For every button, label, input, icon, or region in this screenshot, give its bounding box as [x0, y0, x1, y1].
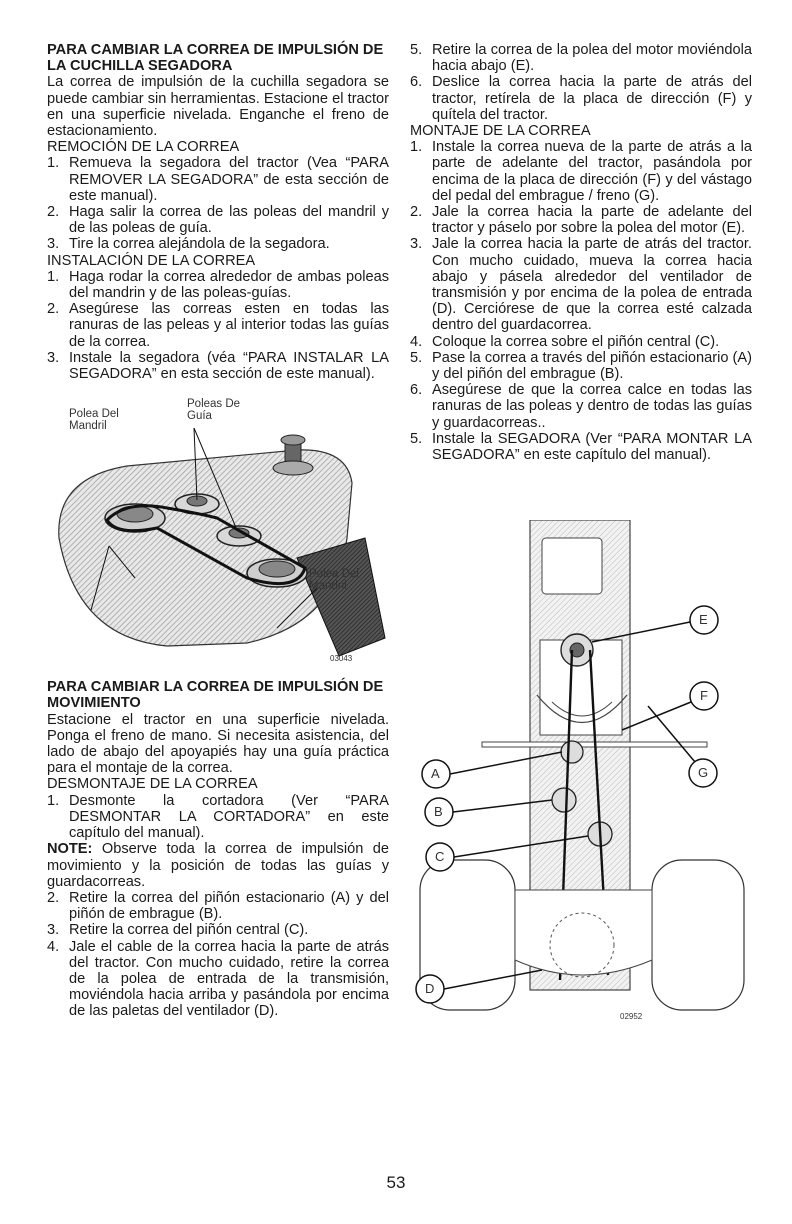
list-item: 1. Haga rodar la correa alrededor de ambas poleas del mandrin y de las poleas-guías. — [47, 268, 389, 302]
subheading-belt-mount: MONTAJE DE LA CORREA — [410, 123, 591, 140]
right-column — [410, 42, 752, 463]
callout-c: C — [435, 849, 445, 864]
list-item: 5. Retire la correa de la polea del motor moviéndola hacia abajo (E). — [410, 42, 752, 75]
section-intro-drive-belt: Estacione el tractor en una superficie nivelada. Ponga el freno de mano. Si necesita asistencia, del lado de abajo del apoyapiés hay una guía práctica para el montaje de la correa. — [47, 711, 389, 777]
section-title-blade-belt: PARA CAMBIAR LA CORREA DE IMPULSIÓN DE LA CUCHILLA SEGADORA — [47, 42, 384, 75]
mower-deck-figure — [47, 388, 389, 663]
callout-a: A — [431, 766, 440, 781]
page-number: 53 — [386, 1173, 406, 1192]
list-item: 6. Deslice la correa hacia la parte de atrás del tractor, retírela de la placa de dirección (F) y quítela del tractor. — [410, 74, 752, 123]
section-title-drive-belt: PARA CAMBIAR LA CORREA DE IMPULSIÓN DE MOVIMIENTO — [47, 679, 384, 712]
list-item: 5. Pase la correa a través del piñón estacionario (A) y del piñón del embrague (B). — [410, 349, 752, 383]
label-mandrel-pulley-right: Polea Del Mandril — [309, 568, 359, 593]
list-item: 3. Jale la correa hacia la parte de atrás del tractor. Con mucho cuidado, mueva la correa hacia abajo y pásela alrededor del ventilador de transmisión y por encima de la polea de entrada (D). Cerciórese de que la correa esté calzada dentro del guardacorrea. — [410, 236, 752, 334]
note-text: Observe toda la correa de impulsión de movimiento y la posición de todas las guías y guardacorreas. — [47, 841, 389, 890]
list-item: 4. Jale el cable de la correa hacia la parte de atrás del tractor. Con mucho cuidado, retire la correa de la polea de entrada de la transmisión, moviéndola hacia arriba y pasándola por encima de las paletas del ventilador (D). — [47, 938, 389, 1020]
list-item: 6. Asegúrese de que la correa calce en todas las ranuras de las poleas y dentro de todas las guías y guardacorreas.. — [410, 382, 752, 431]
callout-b: B — [434, 804, 443, 819]
list-item: 2. Retire la correa del piñón estacionario (A) y del piñón de embrague (B). — [47, 889, 389, 923]
subheading-belt-removal: REMOCIÓN DE LA CORREA — [47, 139, 240, 156]
list-item: 1. Instale la correa nueva de la parte de atrás a la parte de adelante del tractor, pasándola por encima de la placa de dirección (F) y del vástago del pedal del embrague / freno (G). — [410, 139, 752, 204]
list-item: 2. Haga salir la correa de las poleas del mandril y de las poleas de guía. — [47, 204, 389, 237]
subheading-belt-dismount: DESMONTAJE DE LA CORREA — [47, 776, 258, 793]
callout-e: E — [699, 612, 708, 627]
list-item: 2. Jale la correa hacia la parte de adelante del tractor y páselo por sobre la polea del motor (E). — [410, 204, 752, 237]
callout-g: G — [698, 765, 709, 780]
tractor-underside-illustration — [412, 520, 754, 1040]
list-item: 3. Instale la segadora (véa “PARA INSTALAR LA SEGADORA” en esta sección de este manual). — [47, 349, 389, 383]
note-paragraph — [47, 841, 389, 890]
list-item: 1. Remueva la segadora del tractor (Vea “PARA REMOVER LA SEGADORA” de esta sección de este manual). — [47, 155, 389, 204]
label-guide-pulleys: Poleas De Guía — [187, 398, 241, 423]
list-item: 1. Desmonte la cortadora (Ver “PARA DESMONTAR LA CORTADORA” en este capítulo del manual). — [47, 792, 389, 842]
figure-code: 03043 — [330, 654, 353, 664]
list-item: 3. Retire la correa del piñón central (C). — [47, 922, 309, 939]
drive-belt-figure — [412, 520, 754, 1040]
list-item: 4. Coloque la correa sobre el piñón central (C). — [410, 333, 720, 350]
section-intro-blade-belt: La correa de impulsión de la cuchilla segadora se puede cambiar sin herramientas. Estacione el tractor en una superficie nivelada. Enganche el freno de estacionamiento. — [47, 74, 389, 140]
callout-d: D — [425, 981, 435, 996]
note-label: NOTE: — [47, 841, 93, 858]
subheading-belt-install: INSTALACIÓN DE LA CORREA — [47, 252, 256, 269]
left-column — [47, 42, 389, 1020]
list-item: 5. Instale la SEGADORA (Ver “PARA MONTAR LA SEGADORA” en este capítulo del manual). — [410, 430, 752, 464]
label-mandrel-pulley-left: Polea Del Mandril — [69, 408, 119, 433]
install-steps-list — [47, 269, 389, 382]
list-item: 3. Tire la correa alejándola de la segadora. — [47, 236, 330, 253]
callout-f: F — [700, 688, 708, 703]
removal-steps-list — [47, 155, 389, 252]
figure-code-2: 02952 — [620, 1012, 643, 1021]
list-item: 2. Asegúrese las correas esten en todas las ranuras de las peleas y al interior todas las guías de la correa. — [47, 301, 389, 350]
